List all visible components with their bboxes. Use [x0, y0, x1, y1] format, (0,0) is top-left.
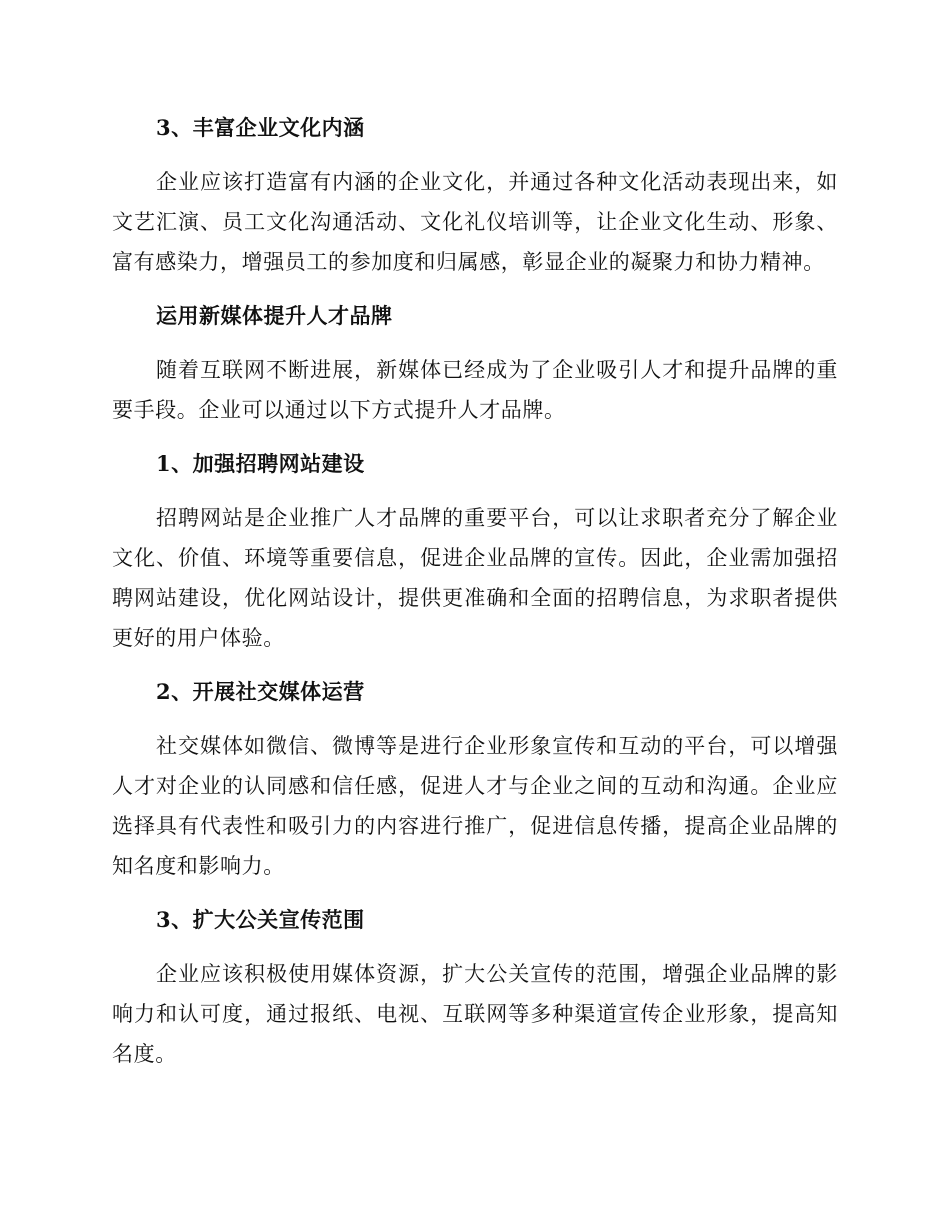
- section-heading-social-media: 2、开展社交媒体运营: [156, 679, 365, 704]
- paragraph-social-media: 社交媒体如微信、微博等是进行企业形象宣传和互动的平台，可以增强人才对企业的认同感和信任感，促进人才与企业之间的互动和沟通。企业应选择具有代表性和吸引力的内容进行推广，促进信息传播，提高企业品牌的知名度和影响力。: [112, 734, 838, 878]
- section-heading-enrich-culture: 3、丰富企业文化内涵: [156, 115, 365, 140]
- section-heading-new-media: 运用新媒体提升人才品牌: [156, 303, 393, 328]
- section-heading-recruitment-site: 1、加强招聘网站建设: [156, 451, 365, 476]
- section-heading-pr-scope: 3、扩大公关宣传范围: [156, 907, 365, 932]
- paragraph-new-media: 随着互联网不断进展，新媒体已经成为了企业吸引人才和提升品牌的重要手段。企业可以通过以下方式提升人才品牌。: [112, 358, 838, 422]
- paragraph-pr-scope: 企业应该积极使用媒体资源，扩大公关宣传的范围，增强企业品牌的影响力和认可度，通过报纸、电视、互联网等多种渠道宣传企业形象，提高知名度。: [112, 962, 838, 1066]
- paragraph-enrich-culture: 企业应该打造富有内涵的企业文化，并通过各种文化活动表现出来，如文艺汇演、员工文化沟通活动、文化礼仪培训等，让企业文化生动、形象、富有感染力，增强员工的参加度和归属感，彰显企业的凝聚力和协力精神。: [112, 170, 838, 274]
- paragraph-recruitment-site: 招聘网站是企业推广人才品牌的重要平台，可以让求职者充分了解企业文化、价值、环境等重要信息，促进企业品牌的宣传。因此，企业需加强招聘网站建设，优化网站设计，提供更准确和全面的招聘信息，为求职者提供更好的用户体验。: [112, 506, 838, 650]
